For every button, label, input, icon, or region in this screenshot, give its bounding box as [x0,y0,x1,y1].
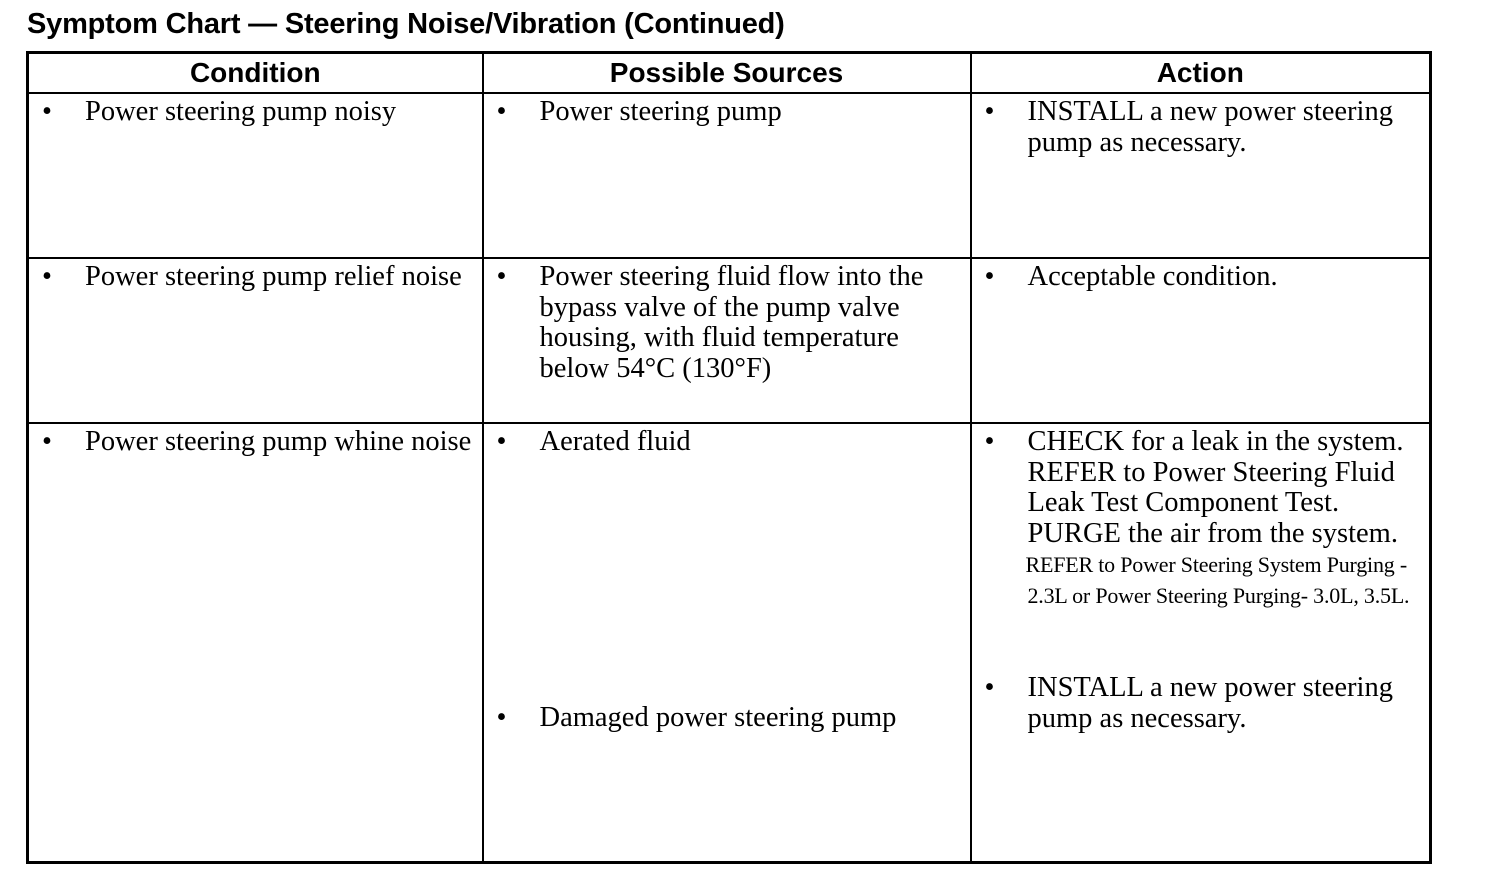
list-item [29,94,482,128]
source-text: Aerated fluid [539,426,691,457]
list-item [484,700,970,734]
source-cell [483,258,971,423]
table-header-row [28,53,1431,94]
condition-cell [28,93,483,258]
list-item [484,94,970,128]
bullet-icon: • [496,96,507,127]
header-possible-sources: Possible Sources [483,53,971,94]
source-text: Power steering fluid flow into the bypass valve of the pump valve housing, with fluid temperature below 54°C (130°F) [539,261,924,384]
list-item [29,259,482,293]
table-row [28,258,1431,423]
table-row [28,93,1431,258]
action-cell [971,423,1431,863]
source-cell [483,93,971,258]
list-item [972,424,1430,610]
bullet-icon: • [42,96,52,127]
action-cell [971,93,1431,258]
list-item [484,424,970,458]
bullet-icon: • [496,701,507,733]
bullet-icon: • [496,261,507,292]
list-item [972,670,1430,734]
bullet-icon: • [42,261,52,292]
action-reference-text: REFER to Power Steering System Purging - 2.3L or Power Steering Purging- 3.0L, 3.5L. [1025,552,1410,608]
list-item [972,259,1430,293]
action-text: INSTALL a new power steering pump as necessary. [1027,672,1393,734]
condition-text: Power steering pump relief noise [85,261,462,292]
bullet-icon: • [496,426,507,457]
page-title: Symptom Chart — Steering Noise/Vibration (Continued) [27,8,785,40]
source-text: Power steering pump [539,96,782,127]
action-text: INSTALL a new power steering pump as necessary. [1027,96,1393,158]
condition-text: Power steering pump noisy [85,96,397,127]
action-text: Acceptable condition. [1027,261,1278,292]
condition-cell [28,423,483,863]
header-condition: Condition [28,53,483,94]
bullet-icon: • [984,426,995,457]
list-item [29,424,482,458]
action-text: CHECK for a leak in the system. REFER to Power Steering Fluid Leak Test Component Test. PURGE the air from the system. [1027,426,1404,549]
condition-cell [28,258,483,423]
bullet-icon: • [42,426,52,457]
list-item [484,259,970,384]
bullet-icon: • [984,96,995,127]
bullet-icon: • [984,261,995,292]
source-text: Damaged power steering pump [539,701,897,733]
header-action: Action [971,53,1431,94]
bullet-icon: • [984,672,995,703]
action-cell [971,258,1431,423]
source-cell [483,423,971,863]
symptom-chart-table [26,51,1432,864]
table-row [28,423,1431,863]
list-item [972,94,1430,158]
condition-text: Power steering pump whine noise [85,426,472,457]
